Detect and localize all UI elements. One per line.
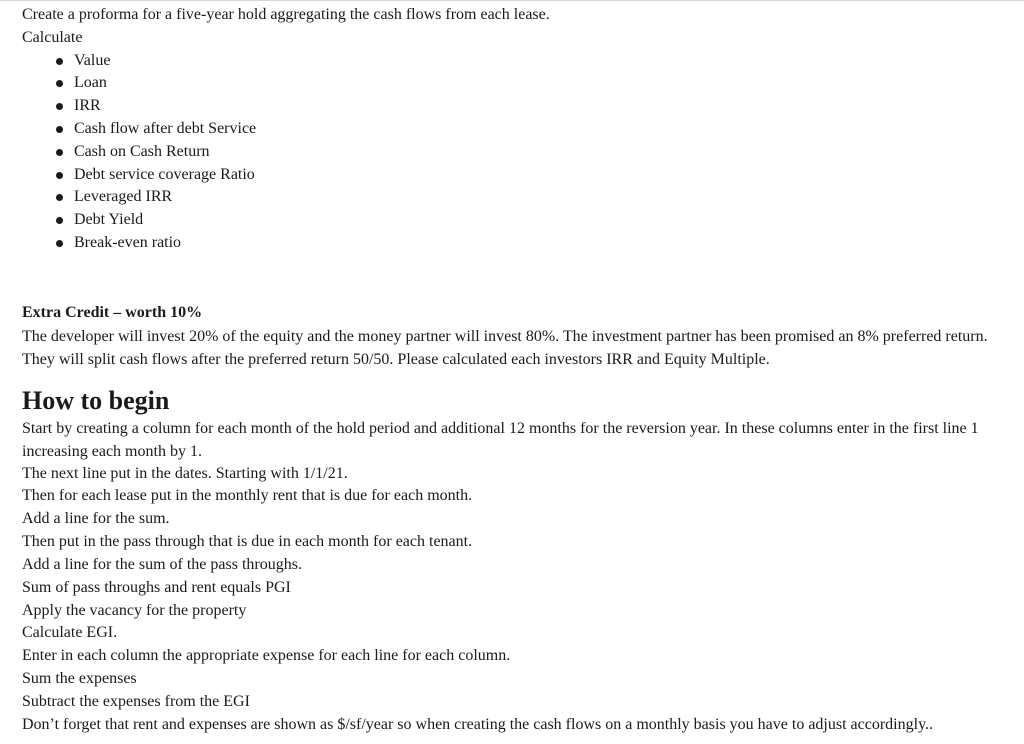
extra-credit-title: Extra Credit – worth 10% xyxy=(22,303,203,321)
spacer xyxy=(22,255,1012,302)
calculate-label: Calculate xyxy=(22,28,83,46)
list-item-label: Leveraged IRR xyxy=(74,188,173,206)
list-item-label: Debt service coverage Ratio xyxy=(74,165,255,183)
step-line: Apply the vacancy for the property xyxy=(22,601,247,619)
list-item xyxy=(56,118,1012,141)
list-item-label: Value xyxy=(74,51,111,69)
spacer xyxy=(22,371,1012,385)
step-line: Calculate EGI. xyxy=(22,624,118,642)
bullet-icon xyxy=(56,103,63,110)
list-item-label: IRR xyxy=(74,97,101,115)
bullet-icon xyxy=(56,80,63,87)
list-item xyxy=(56,232,1012,255)
step-line: Add a line for the sum of the pass throughs. xyxy=(22,555,302,573)
list-item xyxy=(56,72,1012,95)
step-line: Sum the expenses xyxy=(22,670,137,688)
steps-list xyxy=(22,463,1012,737)
step-line: Don’t forget that rent and expenses are shown as $/sf/year so when creating the cash flows on a monthly basis you have to adjust accordingly.. xyxy=(22,715,934,733)
bullet-icon xyxy=(56,217,63,224)
step-line: Enter in each column the appropriate expense for each line for each column. xyxy=(22,647,511,665)
bullet-icon xyxy=(56,149,63,156)
step-line: Add a line for the sum. xyxy=(22,510,170,528)
step-line: Then for each lease put in the monthly rent that is due for each month. xyxy=(22,487,473,505)
list-item xyxy=(56,209,1012,232)
step-line: Subtract the expenses from the EGI xyxy=(22,693,250,710)
calculate-list xyxy=(22,50,1012,255)
list-item xyxy=(56,50,1012,73)
extra-credit-text: The developer will invest 20% of the equity and the money partner will invest 80%. The investment partner has been promised an 8% preferred return. They will split cash flows after the preferred return 50/50. Please calculated each investors IRR and Equity Multiple. xyxy=(22,327,988,368)
list-item xyxy=(56,186,1012,209)
list-item-label: Cash flow after debt Service xyxy=(74,119,257,137)
bullet-icon xyxy=(56,126,63,133)
list-item-label: Loan xyxy=(74,74,107,92)
list-item xyxy=(56,141,1012,164)
top-divider xyxy=(0,0,1024,1)
list-item-label: Debt Yield xyxy=(74,211,144,229)
how-to-begin-paragraph: Start by creating a column for each month of the hold period and additional 12 months for the reversion year. In these columns enter in the first line 1 increasing each month by 1. xyxy=(22,419,979,460)
step-line: The next line put in the dates. Starting with 1/1/21. xyxy=(22,464,348,482)
bullet-icon xyxy=(56,240,63,247)
bullet-icon xyxy=(56,194,63,201)
list-item-label: Break-even ratio xyxy=(74,233,182,251)
step-line: Sum of pass throughs and rent equals PGI xyxy=(22,578,291,596)
intro-line: Create a proforma for a five-year hold aggregating the cash flows from each lease. xyxy=(22,6,550,23)
bullet-icon xyxy=(56,172,63,179)
list-item xyxy=(56,95,1012,118)
list-item-label: Cash on Cash Return xyxy=(74,142,210,160)
bullet-icon xyxy=(56,58,63,65)
list-item xyxy=(56,164,1012,187)
step-line: Then put in the pass through that is due in each month for each tenant. xyxy=(22,533,473,551)
how-to-begin-heading: How to begin xyxy=(22,385,170,415)
document-body xyxy=(22,4,1012,737)
